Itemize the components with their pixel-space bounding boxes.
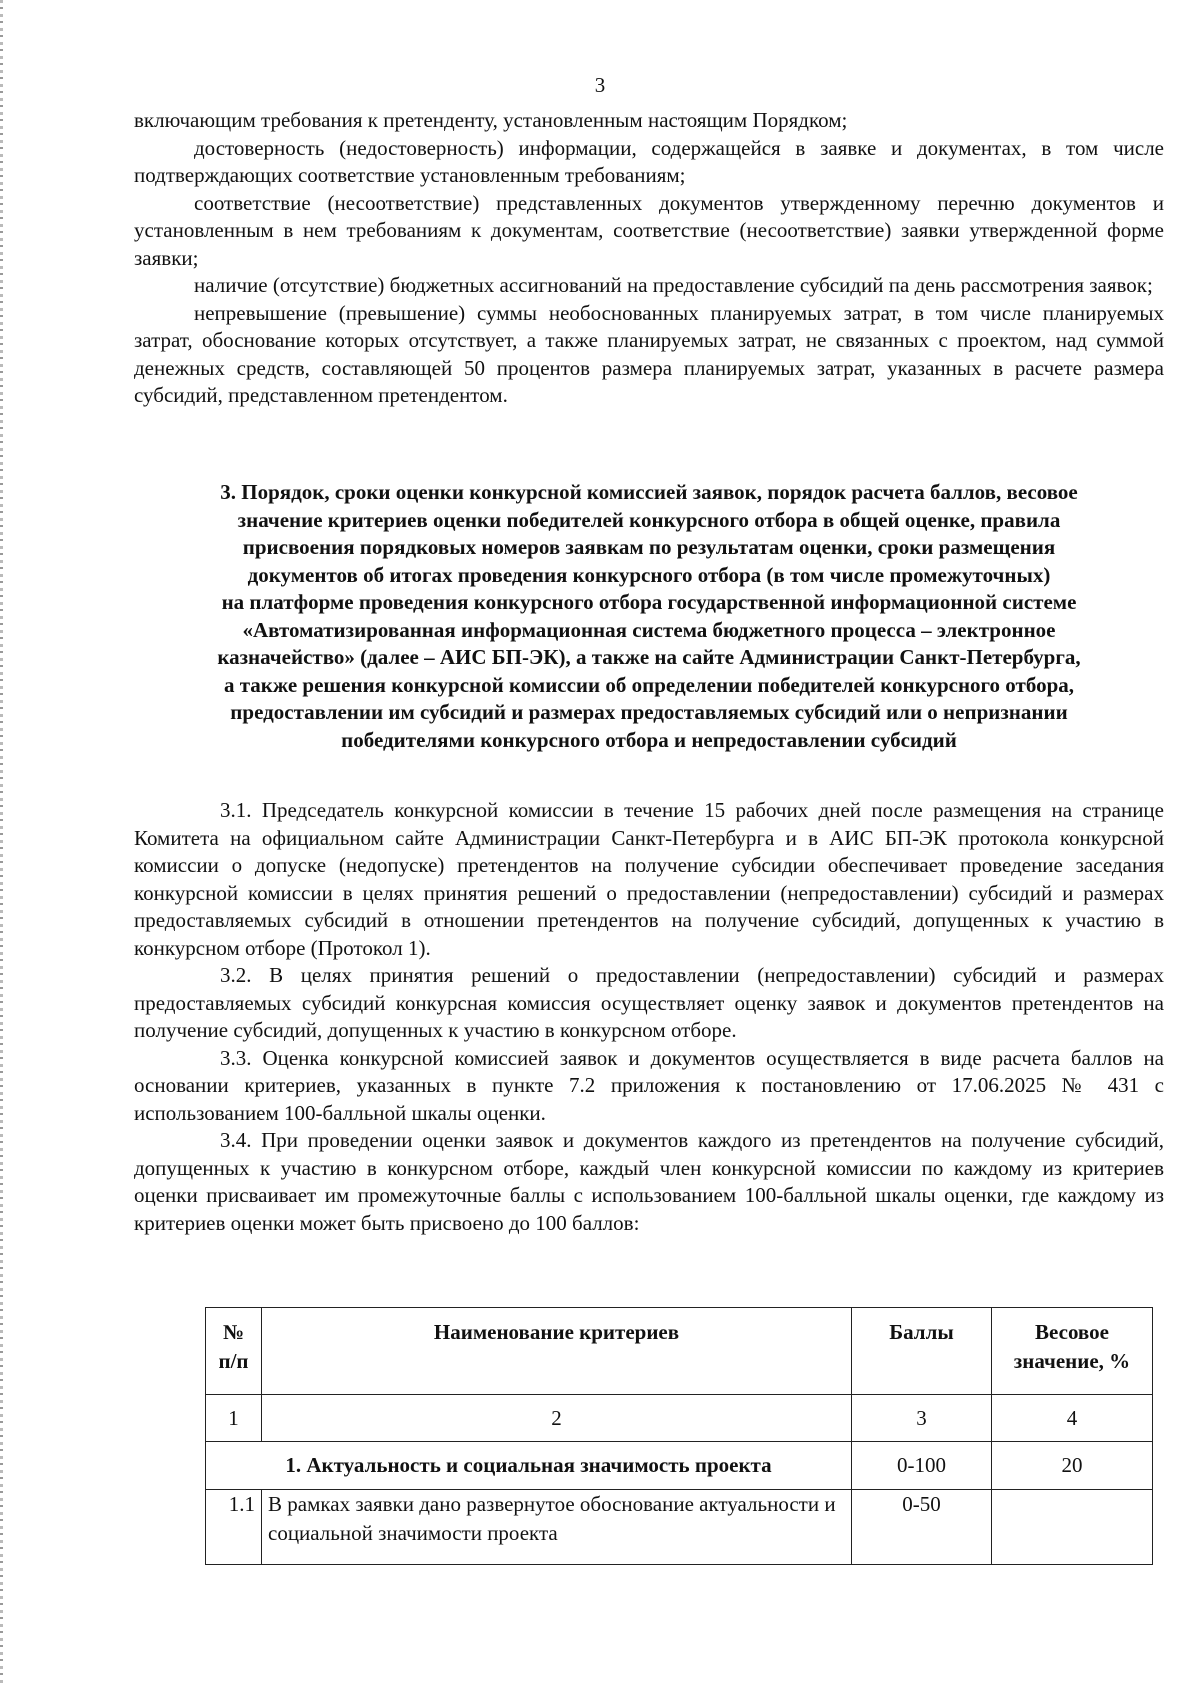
section-title-cell: 1. Актуальность и социальная значимость проекта xyxy=(206,1442,852,1490)
heading-line: казначейство» (далее – АИС БП-ЭК), а также на сайте Администрации Санкт-Петербурга, xyxy=(217,645,1081,669)
intro-paragraph: соответствие (несоответствие) представленных документов утвержденному перечню документов и установленным в нем требованиям к документам, соответствие (несоответствие) заявки утвержденной форме заявки; xyxy=(134,190,1164,270)
heading-line: предоставлении им субсидий и размерах предоставляемых субсидий или о непризнании xyxy=(230,700,1068,724)
clause-3-1: 3.1. Председатель конкурсной комиссии в течение 15 рабочих дней после размещения на странице Комитета на официальном сайте Администрации Санкт-Петербурга и в АИС БП-ЭК протокола конкурсной комиссии о допуске (недопуске) претендентов на получение субсидии обеспечивает проведение заседания конкурсной комиссии в целях принятия решений о предоставлении (непредоставлении) субсидий и размерах предоставляемых субсидий в отношении претендентов на получение субсидий, допущенных к участию в конкурсном отборе (Протокол 1). xyxy=(134,798,1164,960)
index-cell: 1 xyxy=(206,1395,262,1442)
heading-line: «Автоматизированная информационная система бюджетного процесса – электронное xyxy=(242,617,1056,642)
heading-line: присвоения порядковых номеров заявкам по результатам оценки, сроки размещения xyxy=(242,535,1056,559)
intro-text xyxy=(134,107,1164,410)
intro-paragraph: достоверность (недостоверность) информации, содержащейся в заявке и документах, в том числе подтверждающих соответствие установленным требованиям; xyxy=(134,135,1164,187)
intro-paragraph: наличие (отсутствие) бюджетных ассигнований на предоставление субсидий па день рассмотрения заявок; xyxy=(194,273,1153,297)
clause-3-4: 3.4. При проведении оценки заявок и документов каждого из претендентов на получение субсидий, допущенных к участию в конкурсном отборе, каждый член конкурсной комиссии по каждому из критериев оценки присваивает им промежуточные баллы с использованием 100-балльной шкалы оценки, где каждому из критериев оценки может быть присвоено до 100 баллов: xyxy=(134,1128,1164,1235)
row-num-cell: 1.1 xyxy=(206,1490,262,1565)
intro-paragraph: непревышение (превышение) суммы необоснованных планируемых затрат, в том числе планируемых затрат, обоснование которых отсутствует, а также планируемых затрат, не связанных с проектом, над суммой денежных средств, составляющей 50 процентов размера планируемых затрат, указанных в расчете размера субсидий, представленном претендентом. xyxy=(134,300,1164,407)
page-number: 3 xyxy=(594,73,606,97)
section-weight-cell: 20 xyxy=(992,1442,1153,1490)
clause-3-3: 3.3. Оценка конкурсной комиссией заявок и документов осуществляется в виде расчета баллов на основании критериев, указанных в пункте 7.2 приложения к постановлению от 17.06.2025 № 431 с использованием 100-балльной шкалы оценки. xyxy=(134,1045,1164,1125)
clauses-text xyxy=(134,797,1164,1237)
table-header-row xyxy=(206,1308,1153,1395)
heading-line: 3. Порядок, сроки оценки конкурсной комиссией заявок, порядок расчета баллов, весовое xyxy=(220,480,1078,504)
criteria-table xyxy=(205,1307,1153,1565)
heading-line: на платформе проведения конкурсного отбора государственной информационной системе xyxy=(221,590,1077,614)
row-weight-cell xyxy=(992,1490,1153,1565)
intro-paragraph: включающим требования к претенденту, установленным настоящим Порядком; xyxy=(134,108,848,132)
heading-line: значение критериев оценки победителей конкурсного отбора в общей оценке, правила xyxy=(237,507,1061,532)
table-index-row xyxy=(206,1395,1153,1442)
section-points-cell: 0-100 xyxy=(852,1442,992,1490)
heading-line: а также решения конкурсной комиссии об определении победителей конкурсного отбора, xyxy=(223,672,1075,697)
header-num: № п/п xyxy=(206,1308,262,1395)
header-points: Баллы xyxy=(852,1308,992,1395)
scan-edge xyxy=(0,0,3,1685)
table-row xyxy=(206,1490,1153,1565)
header-name: Наименование критериев xyxy=(262,1308,852,1395)
row-name-cell: В рамках заявки дано развернутое обоснование актуальности и социальной значимости проекта xyxy=(262,1490,852,1565)
heading-line: победителями конкурсного отбора и непредоставлении субсидий xyxy=(341,727,957,752)
index-cell: 2 xyxy=(262,1395,852,1442)
index-cell: 4 xyxy=(992,1395,1153,1442)
table-section-row xyxy=(206,1442,1153,1490)
index-cell: 3 xyxy=(852,1395,992,1442)
row-points-cell: 0-50 xyxy=(852,1490,992,1565)
header-weight: Весовое значение, % xyxy=(992,1308,1153,1395)
section-heading xyxy=(134,479,1164,754)
heading-line: документов об итогах проведения конкурсного отбора (в том числе промежуточных) xyxy=(247,562,1051,587)
clause-3-2: 3.2. В целях принятия решений о предоставлении (непредоставлении) субсидий и размерах предоставляемых субсидий конкурсная комиссия осуществляет оценку заявок и документов претендентов на получение субсидий, допущенных к участию в конкурсном отборе. xyxy=(134,963,1164,1042)
